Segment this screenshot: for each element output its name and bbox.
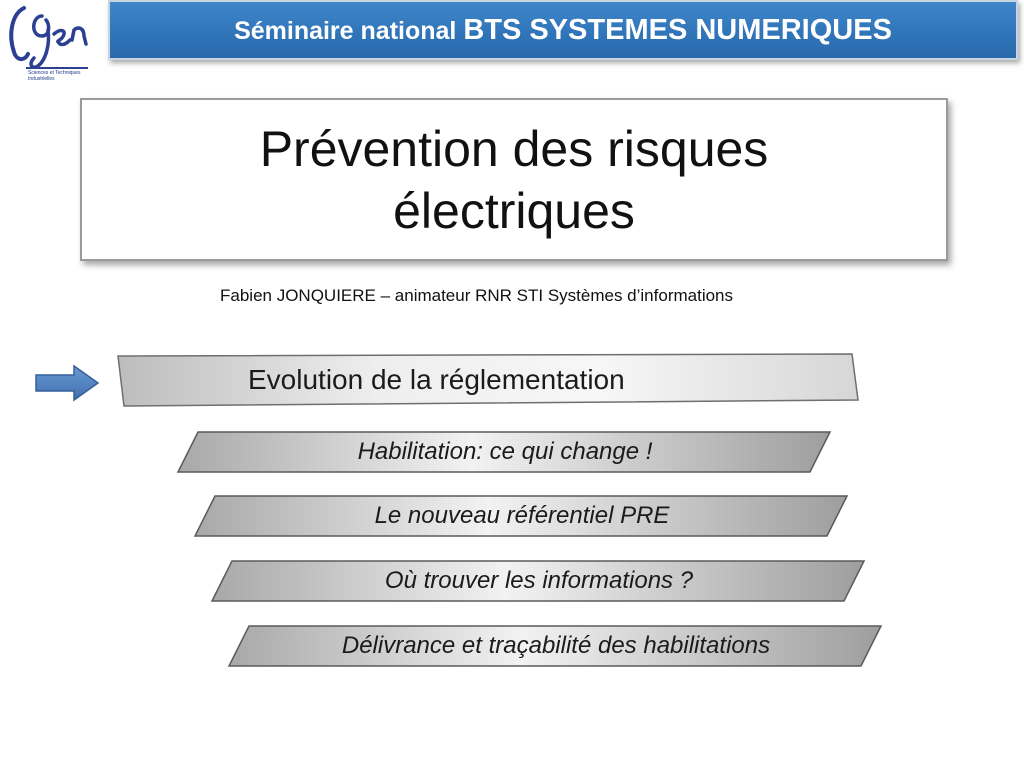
menu-item-habilitation[interactable] (178, 432, 832, 472)
menu-item-label: Où trouver les informations ? (384, 567, 694, 594)
menu-item-label: Evolution de la réglementation (248, 364, 625, 395)
menu-item-evolution[interactable] (118, 354, 858, 406)
header-title (234, 14, 892, 47)
menu-item-referentiel[interactable] (195, 496, 849, 536)
right-arrow-icon (34, 364, 100, 402)
logo-subtitle-line1: Sciences et Techniques (28, 70, 81, 76)
logo-subtitle (28, 70, 80, 82)
menu-item-label: Délivrance et traçabilité des habilitations (341, 632, 771, 659)
menu-item-label: Le nouveau référentiel PRE (374, 502, 670, 529)
header-prefix: Séminaire national (234, 16, 464, 45)
igen-logo (2, 0, 96, 86)
header-main: BTS SYSTEMES NUMERIQUES (463, 13, 892, 46)
page-title (214, 118, 814, 242)
logo-subtitle-line2: Industrielles (28, 76, 55, 82)
menu-item-informations[interactable] (212, 561, 866, 601)
title-box (80, 98, 948, 261)
menu-item-delivrance[interactable] (229, 626, 883, 666)
menu-item-label: Habilitation: ce qui change ! (357, 438, 653, 465)
header-banner (108, 0, 1018, 60)
author-line: Fabien JONQUIERE – animateur RNR STI Systèmes d’informations (220, 286, 734, 305)
title-line-1: Prévention des risques (259, 120, 769, 177)
title-line-2: électriques (393, 182, 635, 239)
